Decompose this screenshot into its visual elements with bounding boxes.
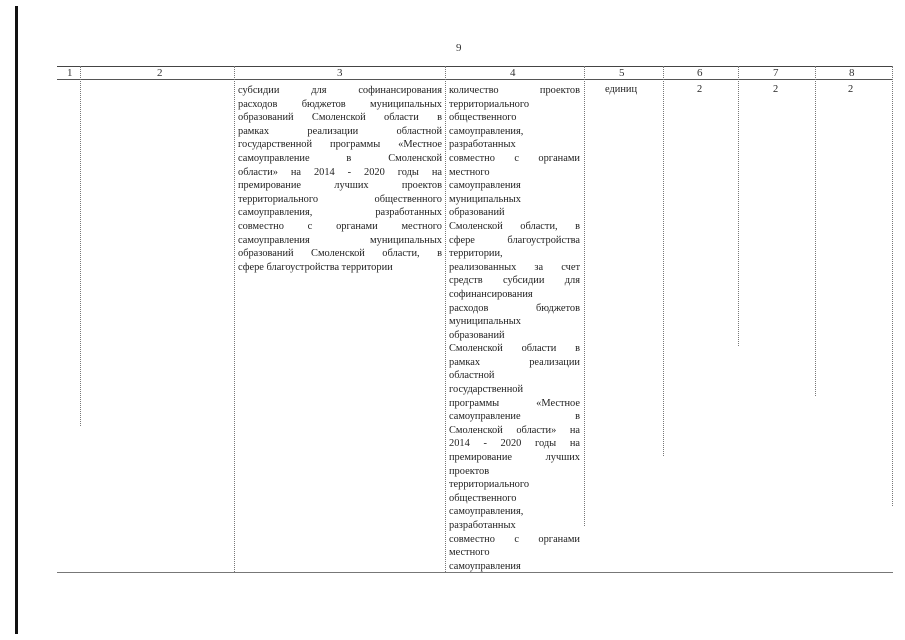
column-divider — [815, 66, 816, 396]
text-line: образований Смоленской области, в — [238, 248, 442, 260]
text-line: образований Смоленской области в — [238, 112, 442, 124]
text-line: территории, — [449, 248, 503, 260]
text-line: самоуправления — [449, 560, 521, 572]
cell-col5-unit: единиц — [605, 84, 638, 95]
text-line: самоуправление в — [449, 411, 580, 423]
text-line: области» на 2014 - 2020 годы на — [238, 166, 442, 178]
scan-edge-line — [15, 6, 18, 634]
text-line: территориального — [449, 479, 530, 491]
text-line: государственной — [449, 384, 524, 396]
text-line: премирование лучших — [449, 452, 580, 464]
table-header-border — [57, 79, 893, 80]
column-divider — [663, 66, 664, 456]
text-line: совместно с органами местного — [238, 220, 442, 232]
text-line: самоуправления, — [449, 125, 524, 137]
text-line: Смоленской области» на — [449, 424, 580, 436]
column-header-1: 1 — [67, 67, 73, 79]
column-divider — [445, 66, 446, 572]
page-number: 9 — [456, 42, 462, 54]
text-line: самоуправления, разработанных — [238, 207, 442, 219]
text-line: количество проектов — [449, 85, 580, 96]
text-line: рамках реализации областной — [238, 125, 442, 137]
text-line: реализованных за счет — [449, 261, 580, 273]
text-line: местного — [449, 547, 490, 559]
column-divider — [234, 66, 235, 572]
column-header-6: 6 — [697, 67, 703, 79]
text-line: территориального — [449, 98, 530, 110]
text-line: самоуправления муниципальных — [238, 234, 442, 246]
text-line: государственной программы «Местное — [238, 139, 442, 151]
cell-col3-description — [238, 84, 442, 274]
text-line: 2014 - 2020 годы на — [449, 438, 580, 450]
column-divider — [738, 66, 739, 346]
text-line: образований — [449, 207, 505, 219]
text-line: областной — [449, 370, 495, 382]
text-line: совместно с органами — [449, 533, 580, 545]
text-line: Смоленской области в — [449, 343, 580, 355]
cell-col7-value: 2 — [773, 84, 779, 95]
text-line: рамках реализации — [449, 356, 580, 368]
text-line: местного — [449, 166, 490, 178]
text-line: совместно с органами — [449, 152, 580, 164]
column-header-8: 8 — [849, 67, 855, 79]
text-line: разработанных — [449, 520, 516, 531]
column-divider — [584, 66, 585, 526]
text-line: Смоленской области, в — [449, 220, 580, 232]
cell-col6-value: 2 — [697, 84, 703, 95]
text-line: общественного — [449, 112, 517, 124]
cell-col8-value: 2 — [848, 84, 854, 95]
column-header-2: 2 — [157, 67, 163, 79]
column-header-3: 3 — [337, 67, 343, 79]
text-line: муниципальных — [449, 316, 521, 328]
text-line: общественного — [449, 492, 517, 504]
text-line: самоуправления, — [449, 506, 524, 518]
column-header-4: 4 — [510, 67, 516, 79]
text-line: самоуправление в Смоленской — [238, 152, 442, 164]
text-line: проектов — [449, 465, 490, 477]
column-divider — [80, 66, 81, 426]
column-header-5: 5 — [619, 67, 625, 79]
text-line: премирование лучших проектов — [238, 180, 442, 192]
text-line: муниципальных — [449, 193, 521, 205]
column-divider — [892, 66, 893, 506]
text-line: расходов бюджетов муниципальных — [238, 98, 442, 110]
text-line: образований — [449, 329, 505, 341]
text-line: сфере благоустройства — [449, 234, 580, 246]
text-line: самоуправления — [449, 180, 521, 192]
text-line: средств субсидии для — [449, 275, 580, 287]
cell-col4-indicator — [449, 84, 580, 573]
text-line: сфере благоустройства территории — [238, 261, 393, 273]
column-header-7: 7 — [773, 67, 779, 79]
text-line: разработанных — [449, 139, 516, 151]
text-line: территориального общественного — [238, 193, 442, 205]
text-line: софинансирования — [449, 288, 533, 300]
text-line: программы «Местное — [449, 397, 580, 409]
text-line: субсидии для софинансирования — [238, 85, 442, 96]
text-line: расходов бюджетов — [449, 302, 580, 314]
table-top-border — [57, 66, 893, 67]
